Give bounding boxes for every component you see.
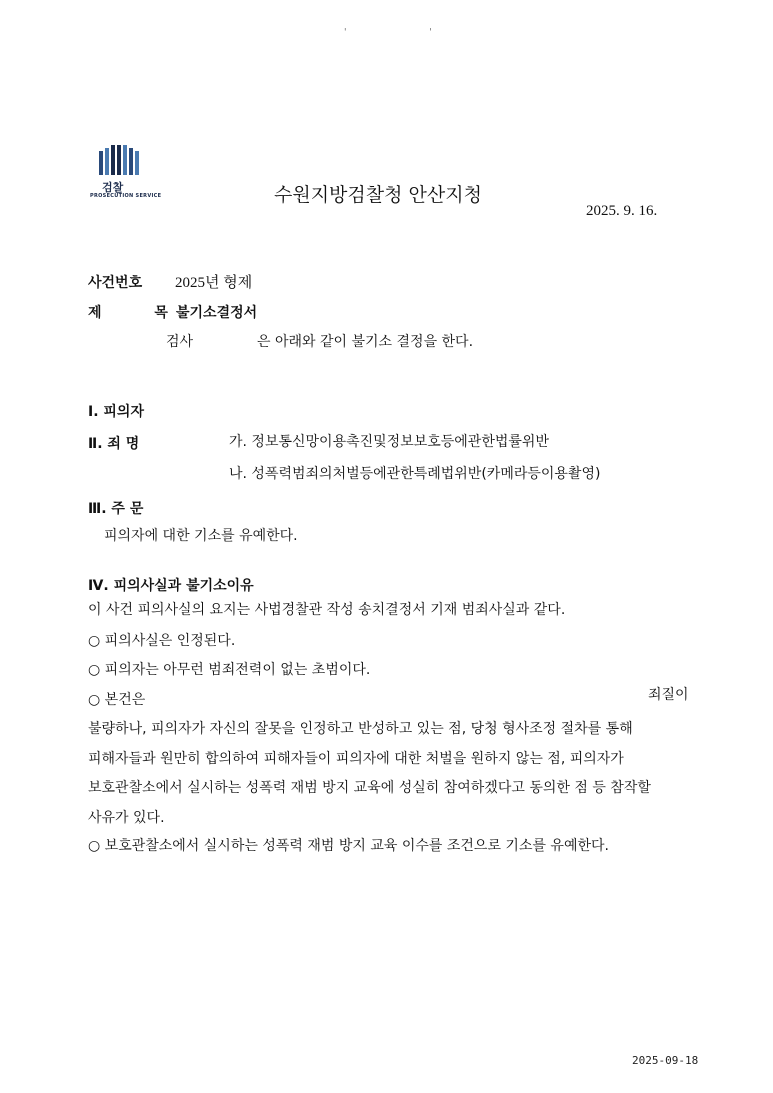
subject-value: 불기소결정서 <box>176 305 258 321</box>
case-number-value: 2025년 형제 <box>175 275 253 291</box>
bullet-continuation: 불량하나, 피의자가 자신의 잘못을 인정하고 반성하고 있는 점, 당청 형사조정 절차를 통해 피해자들과 원만히 합의하여 피해자들이 피의자에 대한 처벌을 원하지 않는 점, 피의자가 보호관찰소에서 실시하는 성폭력 재범 방지 교육에 성실히 참여하겠다고 동의한 점 등 참작할 사유가 있다. <box>88 721 651 826</box>
bullet-item: ○ 본건은 <box>88 692 146 708</box>
bullet-item: ○ 보호관찰소에서 실시하는 성폭력 재범 방지 교육 이수를 조건으로 기소를 유예한다. <box>88 838 609 854</box>
charge-item: 가. 정보통신망이용촉진및정보보호등에관한법률위반 <box>229 434 549 450</box>
decision-date: 2025. 9. 16. <box>586 203 658 219</box>
order-heading: Ⅲ. 주 문 <box>88 501 144 517</box>
print-date: 2025-09-18 <box>632 1054 699 1067</box>
bullet-item: ○ 피의사실은 인정된다. <box>88 633 236 649</box>
bullet-item-right: 죄질이 <box>648 687 689 703</box>
prosecution-logo <box>90 145 160 203</box>
office-title: 수원지방검찰청 안산지청 <box>274 184 482 206</box>
subject-label: 제 목 <box>88 305 192 321</box>
charges-heading: Ⅱ. 죄 명 <box>88 436 140 452</box>
case-number-label: 사건번호 <box>88 275 143 291</box>
bullet-item: ○ 피의자는 아무런 범죄전력이 없는 초범이다. <box>88 662 371 678</box>
logo-subtext: PROSECUTION SERVICE <box>90 193 162 199</box>
header-ticks: ' ' <box>344 28 472 38</box>
order-text: 피의자에 대한 기소를 유예한다. <box>104 528 298 544</box>
facts-heading: Ⅳ. 피의사실과 불기소이유 <box>88 578 254 594</box>
suspect-heading: Ⅰ. 피의자 <box>88 404 144 420</box>
decision-statement: 은 아래와 같이 불기소 결정을 한다. <box>257 334 474 350</box>
prosecutor-label: 검사 <box>166 334 194 350</box>
charge-item: 나. 성폭력범죄의처벌등에관한특례법위반(카메라등이용촬영) <box>229 466 601 482</box>
logo-text: 검찰 <box>102 181 124 194</box>
facts-intro: 이 사건 피의사실의 요지는 사법경찰관 작성 송치결정서 기재 범죄사실과 같다. <box>88 602 566 618</box>
logo-bars-icon <box>99 145 139 175</box>
